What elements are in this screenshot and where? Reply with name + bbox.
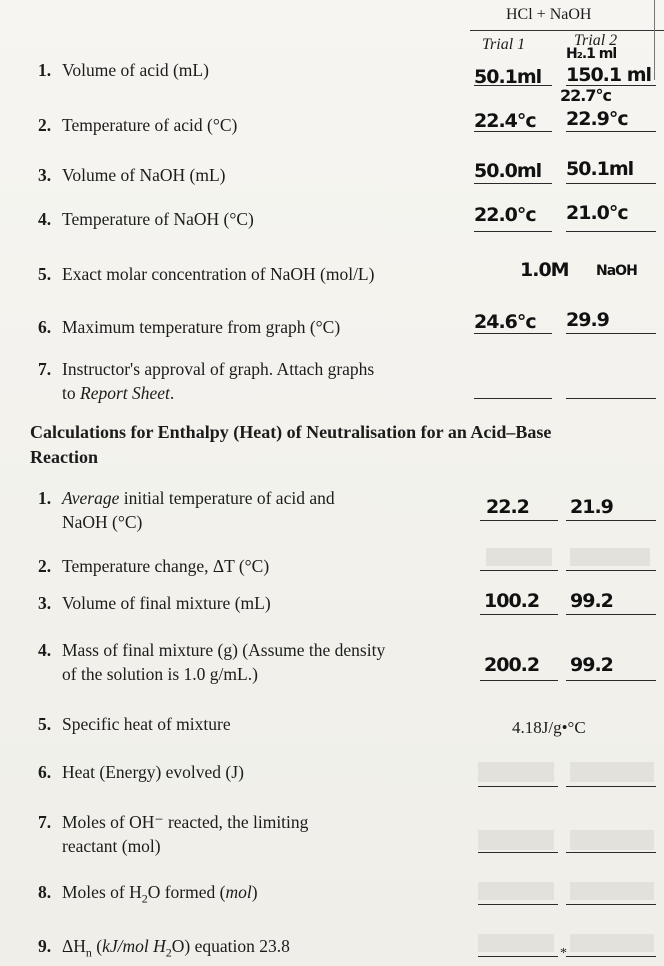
row-temperature-naoh (38, 207, 254, 231)
value-trial-1: 22.2 (486, 496, 529, 518)
row-label-part: ( (91, 936, 103, 956)
blank-line[interactable] (478, 786, 558, 787)
blank-line[interactable] (566, 183, 656, 184)
erased-area (478, 762, 554, 782)
calc-mass-final-mixture (38, 638, 385, 686)
blank-line[interactable] (474, 183, 552, 184)
row-volume-acid (38, 58, 209, 82)
blank-line[interactable] (566, 131, 656, 132)
row-max-temperature (38, 315, 340, 339)
calc-moles-oh-reacted (38, 810, 308, 858)
row-label: Instructor's approval of graph. Attach graphs (62, 359, 375, 379)
blank-line[interactable] (566, 570, 656, 571)
blank-line[interactable] (474, 398, 552, 399)
row-label-continued: NaOH (°C) (62, 512, 143, 532)
row-label-subscript: 2 (141, 891, 148, 906)
erased-area (478, 882, 554, 900)
row-number: 7. (38, 812, 52, 832)
blank-line[interactable] (566, 904, 656, 905)
row-number: 3. (38, 593, 52, 613)
calc-temperature-change (38, 554, 269, 578)
section-heading-line-2: Reaction (30, 447, 98, 467)
row-number: 8. (38, 882, 52, 902)
row-label-italic: Average (62, 488, 120, 508)
calc-specific-heat (38, 712, 231, 736)
value-trial-2: 29.9 (566, 309, 609, 331)
row-number: 5. (38, 714, 52, 734)
row-label: Volume of NaOH (mL) (62, 165, 226, 185)
value-trial-1: 50.1ml (474, 66, 542, 88)
row-label-part: ) (251, 882, 258, 902)
row-number: 5. (38, 264, 52, 284)
value-concentration-unit: NaOH (596, 263, 637, 279)
erased-area (570, 830, 654, 850)
row-number: 1. (38, 488, 52, 508)
row-instructor-approval (38, 357, 374, 405)
row-number: 7. (38, 359, 52, 379)
blank-line[interactable] (566, 786, 656, 787)
row-label-italic: mol (225, 882, 252, 902)
row-label: Moles of OH⁻ reacted, the limiting (62, 812, 309, 832)
erased-area (570, 762, 654, 782)
erased-area (478, 934, 554, 952)
value-trial-1: 22.4°c (474, 110, 536, 132)
specific-heat-value: 4.18J/g•°C (512, 718, 586, 737)
blank-line[interactable] (566, 852, 656, 853)
column-trial-2-header: Trial 2 (574, 32, 618, 49)
erased-area (486, 548, 552, 566)
value-trial-2-note: 22.7°c (560, 86, 611, 105)
header-rule (470, 30, 664, 31)
value-trial-1: 200.2 (484, 654, 540, 676)
row-label: Temperature of acid (°C) (62, 115, 238, 135)
row-number: 1. (38, 60, 52, 80)
value-concentration: 1.0M (520, 259, 569, 281)
row-label-italic: Report Sheet (80, 383, 170, 403)
row-label: Specific heat of mixture (62, 714, 231, 734)
row-label-subscript: 2 (165, 945, 172, 960)
row-label-continued (38, 381, 374, 405)
row-molar-concentration (38, 262, 374, 286)
row-label: Exact molar concentration of NaOH (mol/L) (62, 264, 375, 284)
blank-line[interactable] (480, 520, 558, 521)
row-number: 6. (38, 762, 52, 782)
value-trial-1: 50.0ml (474, 160, 542, 182)
blank-line[interactable] (566, 614, 656, 615)
blank-line[interactable] (566, 231, 656, 232)
trial-2-header-note: H₂.1 ml (566, 46, 617, 62)
row-label-part: to (62, 383, 80, 403)
value-trial-1: 24.6°c (474, 311, 536, 333)
row-number: 4. (38, 209, 52, 229)
asterisk-mark: * (560, 946, 567, 961)
row-label: Temperature change, ΔT (°C) (62, 556, 270, 576)
blank-line[interactable] (474, 231, 552, 232)
row-label: Volume of final mixture (mL) (62, 593, 271, 613)
row-number: 2. (38, 556, 52, 576)
blank-line[interactable] (480, 570, 558, 571)
blank-line[interactable] (566, 398, 656, 399)
page-edge-rule (654, 0, 655, 80)
column-reaction-header: HCl + NaOH (506, 6, 592, 23)
value-trial-2: 50.1ml (566, 158, 634, 180)
value-trial-1: 100.2 (484, 590, 540, 612)
value-trial-2: 150.1 ml (566, 64, 652, 86)
erased-area (478, 830, 554, 850)
row-label: Heat (Energy) evolved (J) (62, 762, 244, 782)
row-label: initial temperature of acid and (119, 488, 335, 508)
row-number: 4. (38, 640, 52, 660)
value-trial-2: 22.9°c (566, 108, 628, 130)
row-label-part: . (169, 383, 175, 403)
blank-line[interactable] (478, 956, 558, 957)
calc-heat-evolved (38, 760, 244, 784)
value-trial-2: 21.0°c (566, 202, 628, 224)
row-label-continued: reactant (mol) (62, 836, 161, 856)
blank-line[interactable] (566, 956, 656, 957)
calc-moles-water-formed (38, 880, 258, 911)
row-number: 6. (38, 317, 52, 337)
value-trial-1: 22.0°c (474, 204, 536, 226)
row-number: 3. (38, 165, 52, 185)
row-label: Moles of H (62, 882, 142, 902)
row-label-italic: kJ/mol H (102, 936, 166, 956)
row-volume-naoh (38, 163, 225, 187)
row-label: Mass of final mixture (g) (Assume the density (62, 640, 386, 660)
row-label: Maximum temperature from graph (°C) (62, 317, 341, 337)
value-trial-2: 99.2 (570, 590, 613, 612)
column-trial-1-header: Trial 1 (482, 36, 526, 53)
calc-volume-final-mixture (38, 591, 271, 615)
value-trial-2: 21.9 (570, 496, 613, 518)
row-label: ΔH (62, 936, 86, 956)
blank-line[interactable] (474, 333, 552, 334)
section-heading (30, 420, 551, 470)
blank-line[interactable] (566, 520, 656, 521)
erased-area (570, 882, 654, 900)
erased-area (570, 548, 650, 566)
value-trial-2: 99.2 (570, 654, 613, 676)
row-label: Volume of acid (mL) (62, 60, 209, 80)
blank-line[interactable] (480, 614, 558, 615)
row-label-part: O) equation 23.8 (171, 936, 290, 956)
calc-enthalpy-neutralization (38, 934, 290, 965)
row-number: 9. (38, 936, 52, 956)
blank-line[interactable] (566, 680, 656, 681)
erased-area (570, 934, 654, 952)
blank-line[interactable] (478, 852, 558, 853)
blank-line[interactable] (480, 680, 558, 681)
blank-line[interactable] (478, 904, 558, 905)
blank-line[interactable] (566, 333, 656, 334)
row-label-subscript: n (85, 945, 92, 960)
calc-average-initial-temp (38, 486, 335, 534)
row-label-part: O formed ( (147, 882, 226, 902)
row-label-continued: of the solution is 1.0 g/mL.) (62, 664, 258, 684)
row-label: Temperature of NaOH (°C) (62, 209, 254, 229)
row-temperature-acid (38, 113, 237, 137)
section-heading-line-1: Calculations for Enthalpy (Heat) of Neutralisation for an Acid–Base (30, 422, 552, 442)
row-number: 2. (38, 115, 52, 135)
